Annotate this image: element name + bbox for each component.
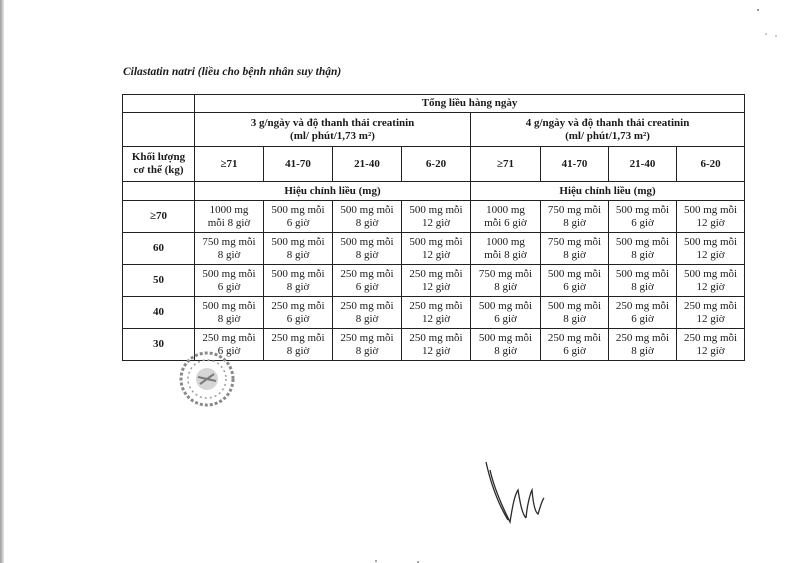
- column-header: 21-40: [609, 147, 677, 182]
- dose-cell-line: 250 mg mỗi: [340, 267, 394, 280]
- dose-cell: [541, 329, 609, 361]
- dose-cell-line: 8 giờ: [631, 280, 654, 293]
- column-header: ≥71: [471, 147, 541, 182]
- row-header-line: cơ thể (kg): [133, 164, 184, 176]
- dose-cell-line: 500 mg mỗi: [615, 235, 670, 248]
- document-title: Cilastatin natri (liều cho bệnh nhân suy thận): [123, 66, 342, 78]
- dose-cell-line: 500 mg mỗi: [202, 299, 256, 312]
- dose-cell-line: 8 giờ: [494, 280, 517, 293]
- dose-cell: [333, 201, 402, 233]
- dose-cell-line: 500 mg mỗi: [683, 267, 738, 280]
- dose-cell-line: 500 mg mỗi: [478, 299, 533, 312]
- group-header-unit: (ml/ phút/1,73 m²): [290, 129, 375, 142]
- row-header-weight: [123, 147, 195, 182]
- dose-cell: [264, 201, 333, 233]
- dose-cell-line: 250 mg mỗi: [409, 267, 463, 280]
- dose-cell-line: 8 giờ: [563, 216, 586, 229]
- dose-cell-line: 500 mg mỗi: [409, 203, 463, 216]
- weight-cell: ≥70: [123, 201, 195, 233]
- dose-cell-line: 12 giờ: [696, 280, 725, 293]
- table-row: [123, 297, 745, 329]
- dose-cell: [333, 265, 402, 297]
- dose-cell-line: 250 mg mỗi: [683, 331, 738, 344]
- dose-cell-line: 12 giờ: [696, 344, 725, 357]
- dose-cell: [333, 297, 402, 329]
- table-row: [123, 233, 745, 265]
- scan-speck-marks: [752, 6, 792, 46]
- dose-cell-line: 6 giờ: [563, 280, 586, 293]
- dose-cell-line: 750 mg mỗi: [202, 235, 256, 248]
- dose-cell-line: 8 giờ: [217, 312, 241, 325]
- dose-cell-line: 8 giờ: [355, 344, 379, 357]
- row-header-line: Khối lượng: [131, 151, 186, 163]
- dose-cell-line: 1000 mg: [486, 235, 525, 248]
- dose-cell-line: mỗi 6 giờ: [484, 216, 527, 229]
- empty-corner-cell: [123, 95, 195, 113]
- dose-cell-line: 6 giờ: [631, 312, 654, 325]
- column-header: 41-70: [541, 147, 609, 182]
- table-body: [123, 201, 745, 361]
- group-header-line: 3 g/ngày và độ thanh thải creatinin: [250, 116, 415, 129]
- dose-cell-line: 500 mg mỗi: [547, 267, 602, 280]
- dose-cell: [609, 201, 677, 233]
- empty-cell: [123, 182, 195, 201]
- dose-cell: [264, 265, 333, 297]
- dose-cell: [677, 329, 745, 361]
- dose-cell-line: 8 giờ: [563, 248, 586, 261]
- dose-cell: [609, 329, 677, 361]
- column-header: ≥71: [195, 147, 264, 182]
- group-header-3g: [195, 113, 471, 147]
- dose-cell-line: 12 giờ: [421, 248, 451, 261]
- dose-cell: [471, 297, 541, 329]
- dose-cell-line: 250 mg mỗi: [615, 331, 670, 344]
- dose-cell-line: 500 mg mỗi: [271, 203, 325, 216]
- dose-cell-line: 6 giờ: [631, 216, 654, 229]
- group-header-unit: (ml/ phút/1,73 m²): [565, 129, 650, 142]
- dose-cell-line: 8 giờ: [631, 344, 654, 357]
- dose-cell: [541, 233, 609, 265]
- dose-cell: [402, 297, 471, 329]
- dose-cell-line: 12 giờ: [696, 248, 725, 261]
- dose-cell-line: 500 mg mỗi: [478, 331, 533, 344]
- dose-cell-line: 750 mg mỗi: [547, 235, 602, 248]
- scan-edge-shadow: [0, 0, 4, 563]
- dose-cell-line: 8 giờ: [286, 248, 310, 261]
- dose-cell-line: 250 mg mỗi: [615, 299, 670, 312]
- round-stamp-icon: [178, 350, 236, 408]
- dose-cell: [471, 265, 541, 297]
- dose-cell-line: 250 mg mỗi: [683, 299, 738, 312]
- dose-cell-line: 1000 mg: [209, 203, 249, 216]
- dose-cell-line: 500 mg mỗi: [271, 235, 325, 248]
- dose-cell-line: 8 giờ: [355, 216, 379, 229]
- dose-adjustment-subheader: Hiệu chỉnh liều (mg): [195, 182, 471, 201]
- dose-adjustment-subheader: Hiệu chỉnh liều (mg): [471, 182, 745, 201]
- dose-cell-line: 6 giờ: [286, 312, 310, 325]
- dose-cell-line: 250 mg mỗi: [271, 331, 325, 344]
- dose-cell: [609, 265, 677, 297]
- dose-cell-line: 500 mg mỗi: [615, 267, 670, 280]
- dose-cell-line: 1000 mg: [486, 203, 525, 216]
- dose-cell: [609, 297, 677, 329]
- table-row: [123, 201, 745, 233]
- column-header: 21-40: [333, 147, 402, 182]
- group-header-4g: [471, 113, 745, 147]
- column-header: 6-20: [677, 147, 745, 182]
- total-daily-dose-header: Tổng liều hàng ngày: [195, 95, 745, 113]
- dose-cell-line: mỗi 8 giờ: [207, 216, 251, 229]
- weight-cell: 40: [123, 297, 195, 329]
- group-header-line: 4 g/ngày và độ thanh thải creatinin: [525, 116, 690, 129]
- table-header-row-groups: [123, 113, 745, 147]
- dose-cell-line: 250 mg mỗi: [409, 331, 463, 344]
- dose-cell: [333, 233, 402, 265]
- column-header: 41-70: [264, 147, 333, 182]
- dose-cell: [541, 265, 609, 297]
- dose-cell: [471, 329, 541, 361]
- dose-cell-line: 8 giờ: [563, 312, 586, 325]
- dose-cell-line: 250 mg mỗi: [340, 331, 394, 344]
- scan-speck-marks: [370, 555, 450, 563]
- dose-cell-line: 12 giờ: [421, 280, 451, 293]
- dose-cell-line: 250 mg mỗi: [202, 331, 256, 344]
- dose-cell-line: 500 mg mỗi: [340, 203, 394, 216]
- dose-cell-line: 8 giờ: [286, 280, 310, 293]
- dose-cell: [195, 297, 264, 329]
- dose-cell: [402, 233, 471, 265]
- dose-cell: [609, 233, 677, 265]
- dose-cell: [333, 329, 402, 361]
- handwritten-signature-icon: [480, 460, 550, 530]
- dose-cell-line: 250 mg mỗi: [409, 299, 463, 312]
- dose-cell: [195, 201, 264, 233]
- dose-cell-line: 250 mg mỗi: [340, 299, 394, 312]
- column-header: 6-20: [402, 147, 471, 182]
- dose-cell: [541, 297, 609, 329]
- dose-cell-line: 12 giờ: [421, 344, 451, 357]
- dose-cell-line: 6 giờ: [355, 280, 379, 293]
- dose-cell: [677, 233, 745, 265]
- dose-cell-line: 500 mg mỗi: [340, 235, 394, 248]
- dose-cell: [195, 233, 264, 265]
- weight-cell: 30: [123, 329, 195, 361]
- dose-cell-line: 12 giờ: [421, 312, 451, 325]
- dose-cell: [402, 265, 471, 297]
- dose-cell: [264, 233, 333, 265]
- dose-cell-line: 6 giờ: [286, 216, 310, 229]
- dose-cell: [264, 297, 333, 329]
- dosage-table: [122, 94, 745, 361]
- dose-cell-line: 6 giờ: [217, 280, 241, 293]
- dose-cell: [677, 297, 745, 329]
- dose-cell-line: 750 mg mỗi: [478, 267, 533, 280]
- table-header-row-columns: [123, 147, 745, 182]
- dose-cell-line: 6 giờ: [217, 344, 241, 357]
- dose-cell-line: 8 giờ: [494, 344, 517, 357]
- dose-cell: [471, 233, 541, 265]
- dose-cell: [677, 201, 745, 233]
- dose-cell-line: 500 mg mỗi: [615, 203, 670, 216]
- dose-cell-line: 8 giờ: [355, 248, 379, 261]
- weight-cell: 60: [123, 233, 195, 265]
- dose-cell-line: 500 mg mỗi: [683, 235, 738, 248]
- dose-cell-line: 250 mg mỗi: [271, 299, 325, 312]
- dose-cell-line: 12 giờ: [696, 312, 725, 325]
- dose-cell-line: 500 mg mỗi: [409, 235, 463, 248]
- dose-cell-line: 12 giờ: [696, 216, 725, 229]
- dose-cell: [264, 329, 333, 361]
- dose-cell-line: mỗi 8 giờ: [484, 248, 527, 261]
- dose-cell: [195, 265, 264, 297]
- dose-cell: [541, 201, 609, 233]
- dose-cell-line: 8 giờ: [631, 248, 654, 261]
- dose-cell-line: 500 mg mỗi: [547, 299, 602, 312]
- dose-cell-line: 500 mg mỗi: [271, 267, 325, 280]
- dose-cell-line: 250 mg mỗi: [547, 331, 602, 344]
- dose-cell-line: 12 giờ: [421, 216, 451, 229]
- dose-cell-line: 500 mg mỗi: [683, 203, 738, 216]
- dose-cell: [402, 201, 471, 233]
- table-header-row-total: [123, 95, 745, 113]
- dose-cell: [471, 201, 541, 233]
- table-subheader-row: [123, 182, 745, 201]
- dose-cell: [677, 265, 745, 297]
- dose-cell: [402, 329, 471, 361]
- table-row: [123, 265, 745, 297]
- dose-cell-line: 8 giờ: [286, 344, 310, 357]
- dose-cell-line: 6 giờ: [563, 344, 586, 357]
- dose-cell-line: 750 mg mỗi: [547, 203, 602, 216]
- dose-cell-line: 6 giờ: [494, 312, 517, 325]
- dose-cell-line: 500 mg mỗi: [202, 267, 256, 280]
- weight-cell: 50: [123, 265, 195, 297]
- dose-cell-line: 8 giờ: [355, 312, 379, 325]
- dose-cell-line: 8 giờ: [217, 248, 241, 261]
- empty-corner-cell: [123, 113, 195, 147]
